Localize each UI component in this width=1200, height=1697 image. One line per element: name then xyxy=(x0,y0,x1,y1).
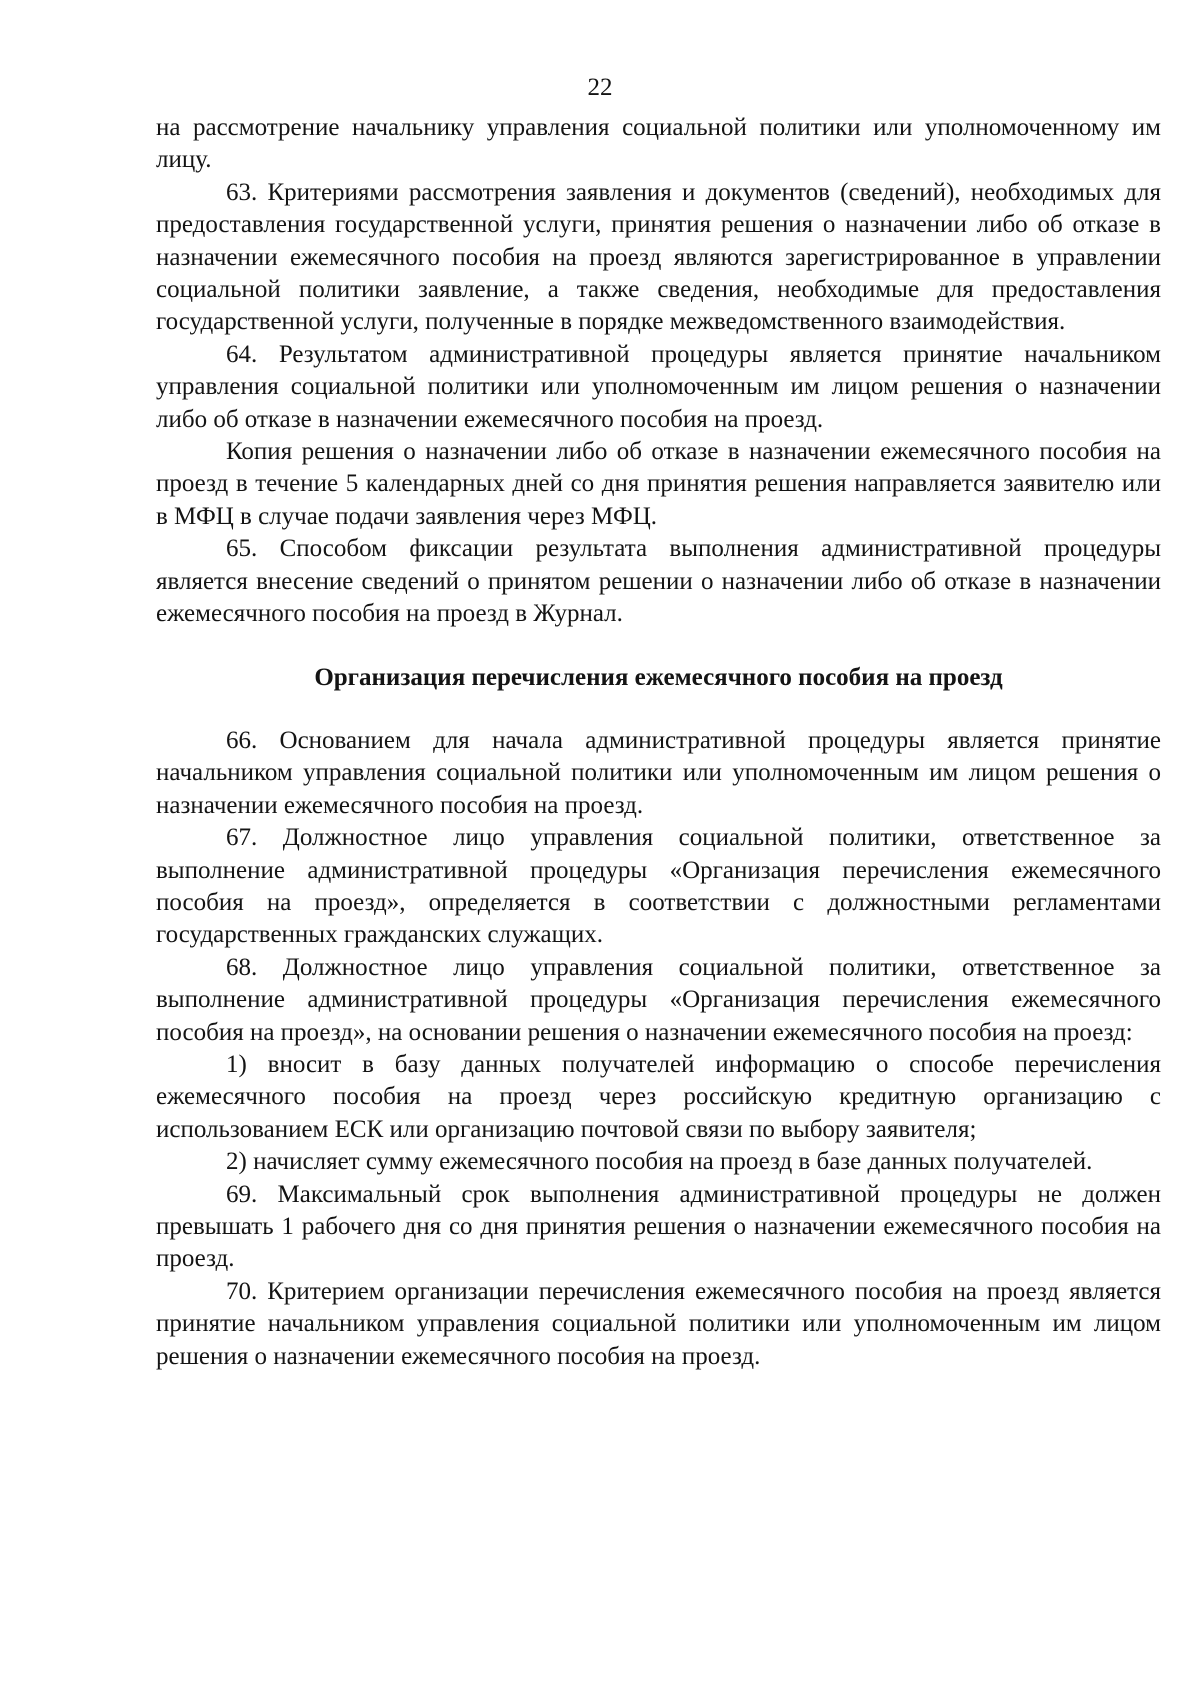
paragraph-67: 67. Должностное лицо управления социальной политики, ответственное за выполнение административной процедуры «Организация перечисления ежемесячного пособия на проезд», определяется в соответствии с должностными регламентами государственных гражданских служащих. xyxy=(156,824,1161,949)
paragraph-66: 66. Основанием для начала административной процедуры является принятие начальником управления социальной политики или уполномоченным им лицом решения о назначении ежемесячного пособия на проезд. xyxy=(156,726,1161,819)
paragraph-64: 64. Результатом административной процедуры является принятие начальником управления социальной политики или уполномоченным им лицом решения о назначении либо об отказе в назначении ежемесячного пособия на проезд. xyxy=(156,340,1161,433)
paragraph-68: 68. Должностное лицо управления социальной политики, ответственное за выполнение административной процедуры «Организация перечисления ежемесячного пособия на проезд», на основании решения о назначении ежемесячного пособия на проезд: xyxy=(156,953,1161,1046)
paragraph-65: 65. Способом фиксации результата выполнения административной процедуры является внесение сведений о принятом решении о назначении либо об отказе в назначении ежемесячного пособия на проезд в Журнал. xyxy=(156,535,1161,628)
page-number: 22 xyxy=(587,74,613,101)
paragraph-64-copy: Копия решения о назначении либо об отказе в назначении ежемесячного пособия на проезд в течение 5 календарных дней со дня принятия решения направляется заявителю или в МФЦ в случае подачи заявления через МФЦ. xyxy=(156,438,1161,530)
paragraph-69: 69. Максимальный срок выполнения административной процедуры не должен превышать 1 рабочего дня со дня принятия решения о назначении ежемесячного пособия на проезд. xyxy=(156,1180,1161,1273)
paragraph-continuation: на рассмотрение начальнику управления социальной политики или уполномоченному им лицу. xyxy=(156,114,1161,174)
section-heading: Организация перечисления ежемесячного пособия на проезд xyxy=(314,663,1003,691)
document-body xyxy=(156,112,1161,1373)
paragraph-63: 63. Критериями рассмотрения заявления и документов (сведений), необходимых для предоставления государственной услуги, принятия решения о назначении либо об отказе в назначении ежемесячного пособия на проезд являются зарегистрированное в управлении социальной политики заявление, а также сведения, необходимые для предоставления государственной услуги, полученные в порядке межведомственного взаимодействия. xyxy=(156,178,1161,336)
paragraph-68-item-1: 1) вносит в базу данных получателей информацию о способе перечисления ежемесячного пособия на проезд через российскую кредитную организацию с использованием ЕСК или организацию почтовой связи по выбору заявителя; xyxy=(156,1050,1161,1143)
paragraph-70: 70. Критерием организации перечисления ежемесячного пособия на проезд является принятие начальником управления социальной политики или уполномоченным им лицом решения о назначении ежемесячного пособия на проезд. xyxy=(156,1277,1161,1370)
paragraph-68-item-2: 2) начисляет сумму ежемесячного пособия на проезд в базе данных получателей. xyxy=(226,1148,1093,1176)
